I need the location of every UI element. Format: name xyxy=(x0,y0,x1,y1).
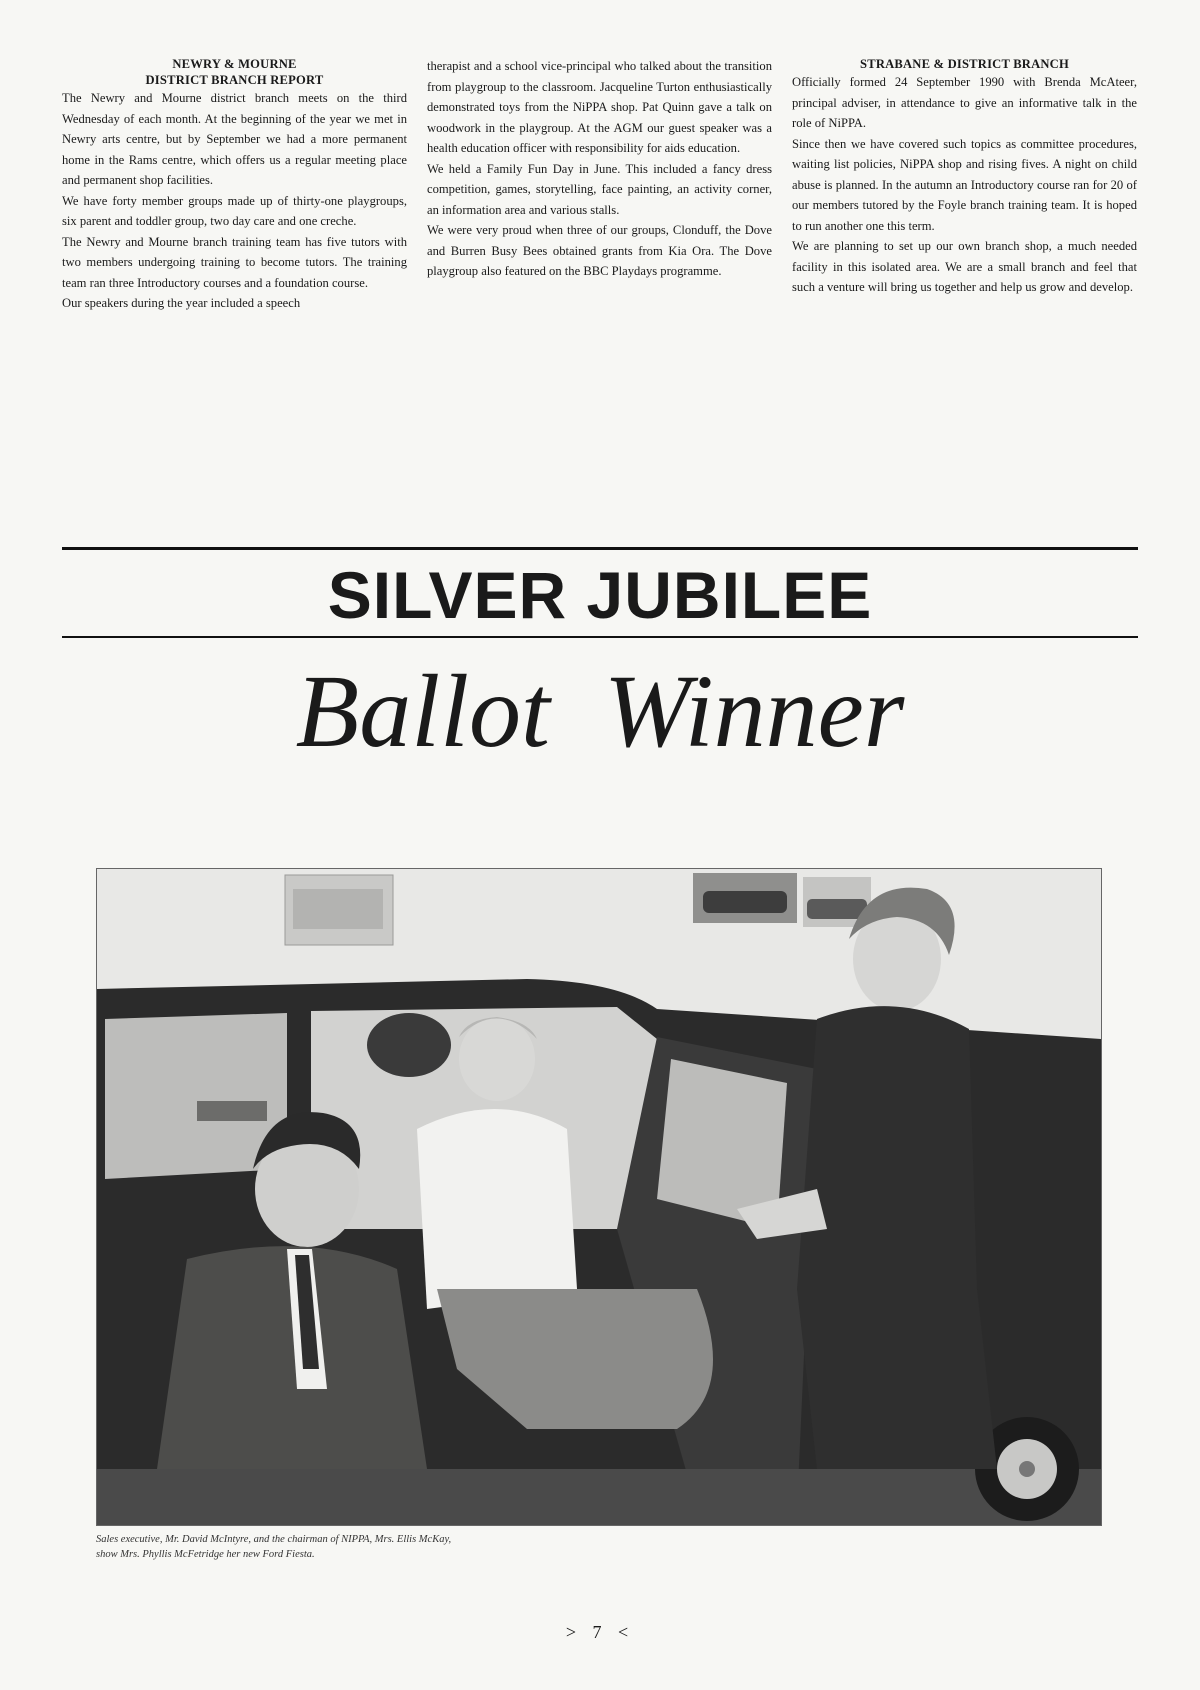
column-newry-mourne xyxy=(62,56,407,314)
paragraph: We held a Family Fun Day in June. This included a fancy dress competition, games, storytelling, face painting, an activity corner, an information area and various stalls. xyxy=(427,161,772,217)
paragraph: We have forty member groups made up of thirty-one playgroups, six parent and toddler group, two day care and one creche. xyxy=(62,193,407,228)
section-heading-strabane: STRABANE & DISTRICT BRANCH xyxy=(860,57,1069,71)
caption-line: show Mrs. Phyllis McFetridge her new Ford Fiesta. xyxy=(96,1549,315,1560)
winner-photo xyxy=(96,868,1102,1526)
section-heading-newry-mourne: NEWRY & MOURNE DISTRICT BRANCH REPORT xyxy=(145,57,324,87)
title-rule-bottom xyxy=(62,636,1138,638)
photo-caption xyxy=(96,1532,796,1562)
page-number: > 7 < xyxy=(565,1622,635,1642)
title-rule-top xyxy=(62,547,1138,550)
column-strabane xyxy=(792,56,1137,314)
paragraph: We are planning to set up our own branch shop, a much needed facility in this isolated area. We are a small branch and feel that such a venture will bring us together and help us grow and develop. xyxy=(792,239,1137,294)
feature-title: SILVER JUBILEE xyxy=(327,558,873,632)
column-newry-mourne-continued xyxy=(427,56,772,314)
paragraph: The Newry and Mourne district branch meets on the third Wednesday of each month. At the beginning of the year we met in Newry arts centre, but by September we had a more permanent home in the Rams centre, which offers us a regular meeting place and permanent shop facilities. xyxy=(62,91,407,187)
paragraph: Since then we have covered such topics as committee procedures, waiting list policies, NiPPA shop and rising fives. A night on child abuse is planned. In the autumn an Introductory course ran for 20 of our members tutored by the Foyle branch training team. It is hoped to run another one this term. xyxy=(792,136,1137,233)
paragraph: The Newry and Mourne branch training team has five tutors with two members undergoing training to become tutors. The training team ran three Introductory courses and a foundation course. xyxy=(62,234,407,290)
paragraph: Our speakers during the year included a speech xyxy=(62,296,301,310)
paragraph: We were very proud when three of our groups, Clonduff, the Dove and Burren Busy Bees obtained grants from Kia Ora. The Dove playgroup also featured on the BBC Playdays programme. xyxy=(427,223,772,278)
paragraph: therapist and a school vice-principal who talked about the transition from playgroup to the classroom. Jacqueline Turton enthusiastically demonstrated toys from the NiPPA shop. Pat Quinn gave a talk on woodwork in the playgroup. At the AGM our guest speaker was a health education officer with responsibility for aids education. xyxy=(427,59,772,155)
caption-line: Sales executive, Mr. David McIntyre, and the chairman of NIPPA, Mrs. Ellis McKay, xyxy=(96,1534,452,1545)
paragraph: Officially formed 24 September 1990 with Brenda McAteer, principal adviser, in attendance to give an informative talk in the role of NiPPA. xyxy=(792,75,1137,130)
article-columns xyxy=(62,56,1138,314)
feature-subtitle: Ballot Winner xyxy=(295,654,905,769)
